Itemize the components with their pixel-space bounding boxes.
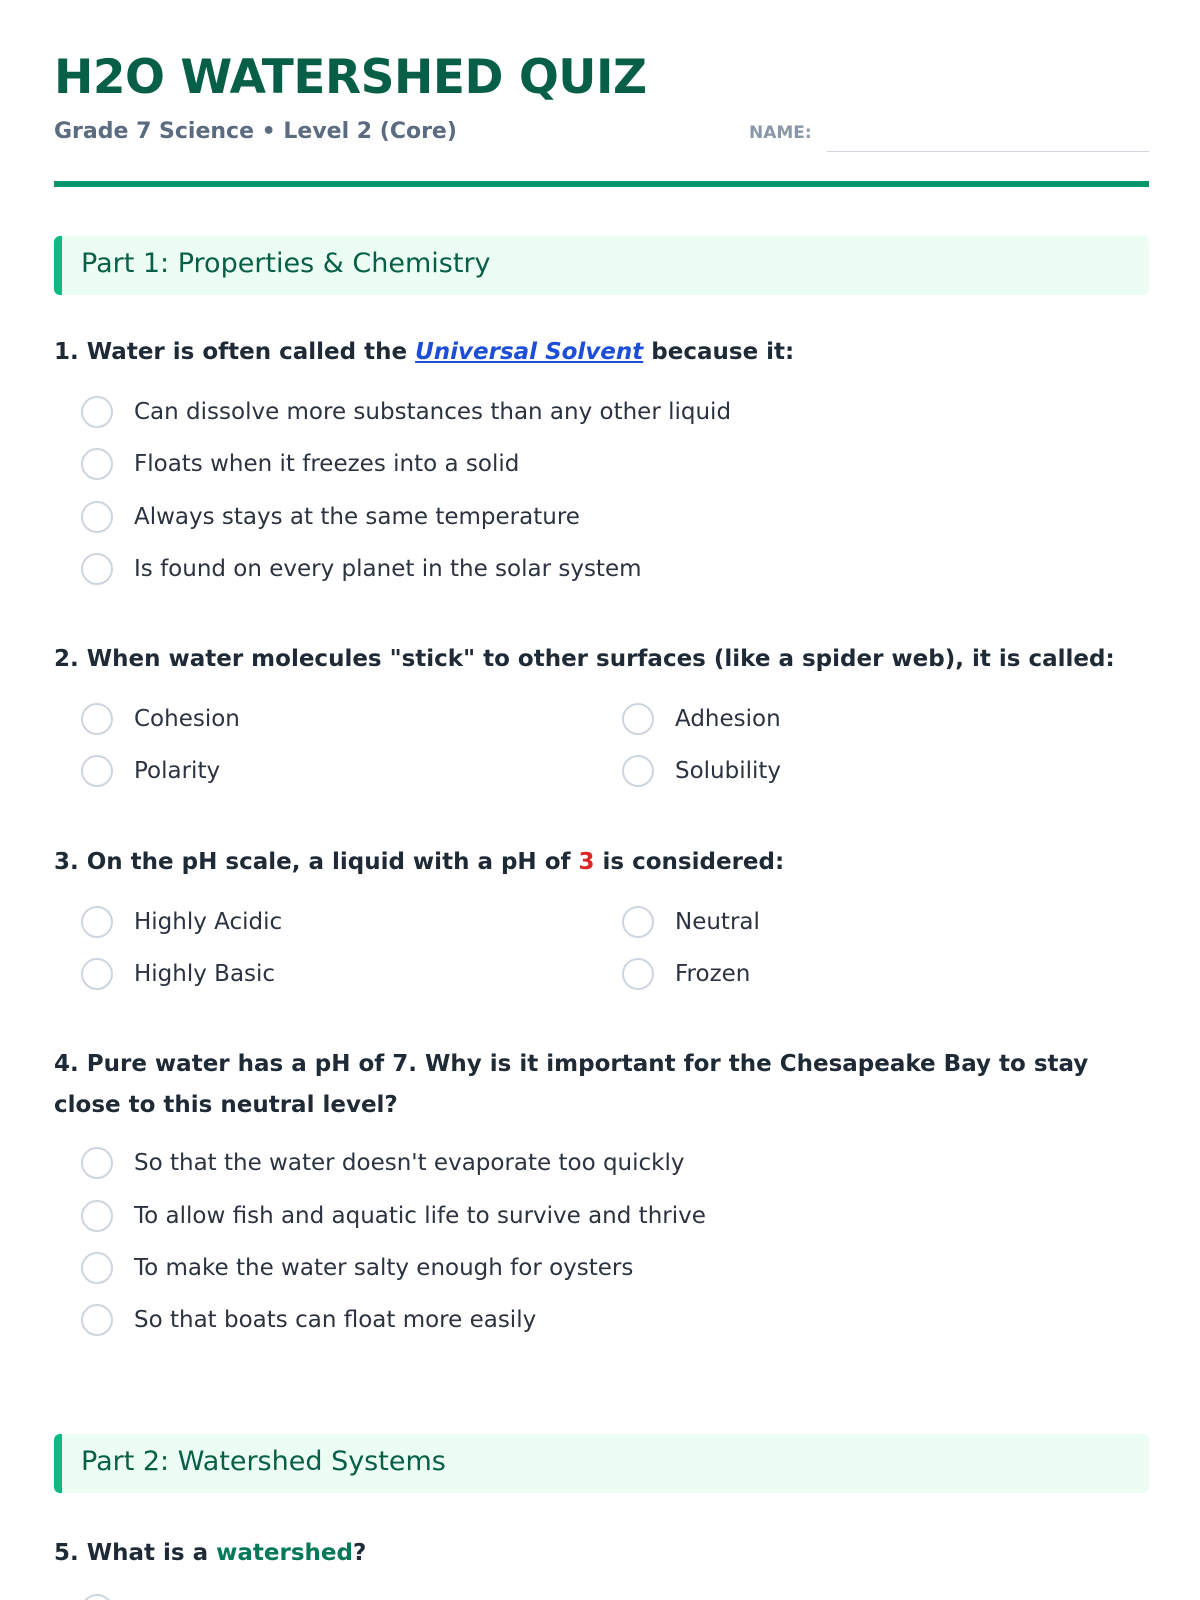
option-label: Highly Basic	[134, 961, 276, 987]
option-label: To allow fish and aquatic life to survive and thrive	[134, 1203, 706, 1229]
option-5a[interactable]	[54, 1590, 113, 1600]
name-label: NAME:	[749, 123, 812, 143]
option-4c[interactable]	[54, 1248, 633, 1288]
question-text: 5. What is a	[54, 1540, 217, 1566]
option-3d[interactable]	[595, 954, 750, 994]
radio-button[interactable]	[81, 1304, 113, 1336]
question-5	[54, 1533, 1149, 1574]
radio-button[interactable]	[81, 1200, 113, 1232]
radio-button[interactable]	[81, 906, 113, 938]
page-title: H2O WATERSHED QUIZ	[54, 50, 647, 105]
question-3	[54, 842, 1149, 883]
radio-button[interactable]	[81, 501, 113, 533]
radio-button[interactable]	[81, 1594, 113, 1600]
option-3b[interactable]	[595, 902, 760, 942]
radio-button[interactable]	[622, 958, 654, 990]
question-text-end: because it:	[643, 339, 795, 365]
option-label: Highly Acidic	[134, 909, 283, 935]
option-2b[interactable]	[595, 699, 781, 739]
option-label: Frozen	[675, 961, 751, 987]
option-2a[interactable]	[54, 699, 240, 739]
radio-button[interactable]	[81, 1252, 113, 1284]
section-title: Part 2: Watershed Systems	[81, 1446, 446, 1477]
radio-button[interactable]	[81, 755, 113, 787]
question-text: 3. On the pH scale, a liquid with a pH of	[54, 849, 579, 875]
option-label: Solubility	[675, 758, 782, 784]
option-1a[interactable]	[54, 392, 731, 432]
option-label: Is found on every planet in the solar system	[134, 556, 642, 582]
option-label: Adhesion	[675, 706, 781, 732]
option-4a[interactable]	[54, 1143, 685, 1183]
option-label: Can dissolve more substances than any other liquid	[134, 399, 732, 425]
option-label: Always stays at the same temperature	[134, 504, 580, 530]
radio-button[interactable]	[622, 906, 654, 938]
question-highlight: 3	[578, 849, 595, 875]
option-3c[interactable]	[54, 954, 275, 994]
option-2c[interactable]	[54, 751, 220, 791]
option-2d[interactable]	[595, 751, 781, 791]
option-label: Neutral	[675, 909, 760, 935]
option-1d[interactable]	[54, 549, 642, 589]
question-2: 2. When water molecules "stick" to other surfaces (like a spider web), it is called:	[54, 646, 1115, 672]
radio-button[interactable]	[81, 396, 113, 428]
option-4b[interactable]	[54, 1196, 706, 1236]
option-label: To make the water salty enough for oysters	[134, 1255, 634, 1281]
option-label: So that boats can float more easily	[134, 1307, 537, 1333]
header-divider	[54, 181, 1149, 187]
name-field[interactable]	[827, 151, 1149, 152]
question-highlight: watershed	[216, 1540, 353, 1566]
option-label: Floats when it freezes into a solid	[134, 451, 520, 477]
option-label: So that the water doesn't evaporate too quickly	[134, 1150, 685, 1176]
radio-button[interactable]	[81, 703, 113, 735]
section-header-part-2	[54, 1434, 1149, 1493]
radio-button[interactable]	[81, 958, 113, 990]
question-text: 1. Water is often called the	[54, 339, 416, 365]
option-label: Cohesion	[134, 706, 240, 732]
option-label: Polarity	[134, 758, 221, 784]
radio-button[interactable]	[81, 1147, 113, 1179]
radio-button[interactable]	[81, 448, 113, 480]
section-title: Part 1: Properties & Chemistry	[81, 248, 491, 279]
question-highlight: Universal Solvent	[415, 339, 644, 365]
page-subtitle: Grade 7 Science • Level 2 (Core)	[54, 119, 457, 144]
radio-button[interactable]	[622, 755, 654, 787]
option-1c[interactable]	[54, 497, 580, 537]
section-header-part-1	[54, 236, 1149, 295]
question-text-end: ?	[352, 1540, 367, 1566]
radio-button[interactable]	[622, 703, 654, 735]
question-text-end: is considered:	[594, 849, 785, 875]
question-4: 4. Pure water has a pH of 7. Why is it important for the Chesapeake Bay to stay close to this neutral level?	[54, 1051, 1089, 1118]
option-4d[interactable]	[54, 1300, 536, 1340]
question-1	[54, 332, 1149, 373]
radio-button[interactable]	[81, 553, 113, 585]
option-1b[interactable]	[54, 444, 519, 484]
option-3a[interactable]	[54, 902, 282, 942]
